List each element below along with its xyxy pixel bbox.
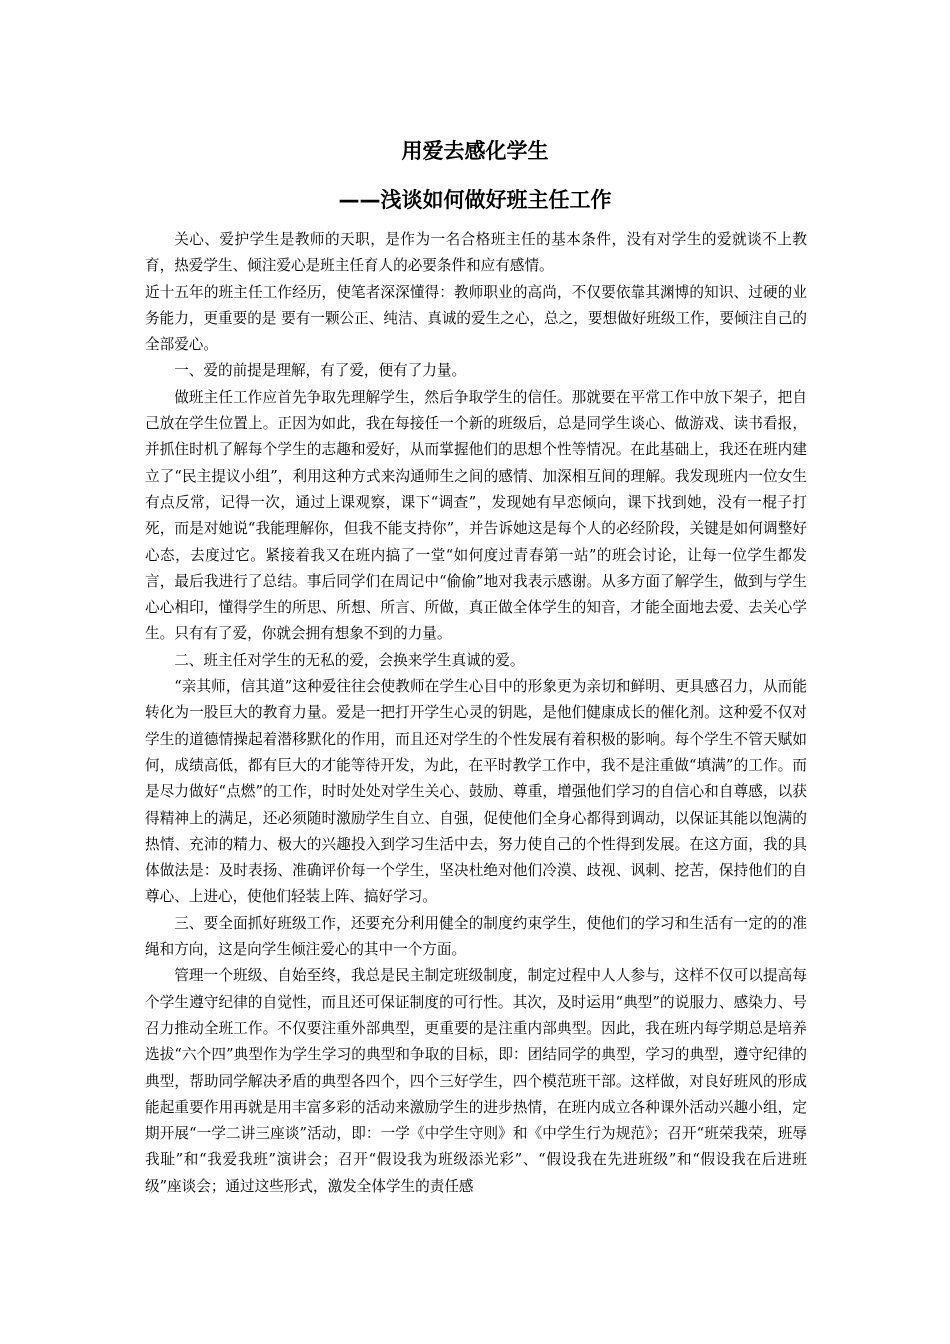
paragraph-section-3: 管理一个班级、自始至终，我总是民主制定班级制度，制定过程中人人参与，这样不仅可以提高每个学生遵守纪律的自觉性，而且还可保证制度的可行性。其次，及时运用“典型”的说服力、感染力、号召力推动全班工作。不仅要注重外部典型，更重要的是注重内部典型。因此，我在班内每学期总是培养选拔“六个四”典型作为学生学习的典型和争取的目标，即：团结同学的典型，学习的典型，遵守纪律的典型，帮助同学解决矛盾的典型各四个，四个三好学生，四个模范班干部。这样做，对良好班风的形成能起重要作用再就是用丰富多彩的活动来激励学生的进步热情，在班内成立各种课外活动兴趣小组，定期开展“一学二讲三座谈”活动，即：一学《中学生守则》和《中学生行为规范》；召开“班荣我荣，班辱我耻”和“我爱我班”演讲会；召开“假设我为班级添光彩”、“假设我在先进班级”和“假设我在后进班级”座谈会；通过这些形式，激发全体学生的责任感	[145, 967, 807, 1195]
document-body	[145, 227, 807, 1200]
section-heading-3: 三、要全面抓好班级工作，还要充分利用健全的制度约束学生，使他们的学习和生活有一定的的准绳和方向，这是向学生倾注爱心的其中一个方面。	[145, 914, 807, 959]
paragraph-experience: 近十五年的班主任工作经历，使笔者深深懂得：教师职业的高尚，不仅要依靠其渊博的知识、过硬的业务能力，更重要的是 要有一颗公正、纯洁、真诚的爱生之心，总之，要想做好班级工作，要倾注自己的全部爱心。	[145, 283, 807, 354]
section-heading-1: 一、爱的前提是理解，有了爱，便有了力量。	[174, 362, 467, 380]
paragraph-section-1: 做班主任工作应首先争取先理解学生，然后争取学生的信任。那就要在平常工作中放下架子，把自己放在学生位置上。正因为如此，我在每接任一个新的班级后，总是同学生谈心、做游戏、读书看报，并抓住时机了解每个学生的志趣和爱好，从而掌握他们的思想个性等情况。在此基础上，我还在班内建立了“民主提议小组”，利用这种方式来沟通师生之间的感情、加深相互间的理解。我发现班内一位女生有点反常，记得一次，通过上课观察，课下“调查”，发现她有早恋倾向，课下找到她，没有一棍子打死，而是对她说“我能理解你，但我不能支持你”，并告诉她这是每个人的必经阶段，关键是如何调整好心态，去度过它。紧接着我又在班内搞了一堂“如何度过青春第一站”的班会讨论，让每一位学生都发言，最后我进行了总结。事后同学们在周记中“偷偷”地对我表示感谢。从多方面了解学生，做到与学生心心相印，懂得学生的所思、所想、所言、所做，真正做全体学生的知音，才能全面地去爱、去关心学生。只有有了爱，你就会拥有想象不到的力量。	[145, 388, 807, 643]
section-heading-2: 二、班主任对学生的无私的爱，会换来学生真诚的爱。	[174, 651, 525, 669]
paragraph-intro: 关心、爱护学生是教师的天职，是作为一名合格班主任的基本条件，没有对学生的爱就谈不上教育，热爱学生、倾注爱心是班主任育人的必要条件和应有感情。	[145, 231, 807, 275]
document-title: 用爱去感化学生	[401, 139, 549, 163]
paragraph-section-2: “亲其师，信其道”这种爱往往会使教师在学生心目中的形象更为亲切和鲜明、更具感召力，从而能转化为一股巨大的教育力量。爱是一把打开学生心灵的钥匙，是他们健康成长的催化剂。这种爱不仅对学生的道德情操起着潜移默化的作用，而且还对学生的个性发展有着积极的影响。每个学生不管天赋如何，成绩高低，都有巨大的才能等待开发，为此，在平时教学工作中，我不是注重做“填满”的工作。而是尽力做好“点燃”的工作，时时处处对学生关心、鼓励、尊重，增强他们学习的自信心和自尊感，以获得精神上的满足，还必须随时激励学生自立、自强，促使他们全身心都得到调动，以保证其能以饱满的热情、充沛的精力、极大的兴趣投入到学习生活中去，努力使自己的个性得到发展。在这方面，我的具体做法是：及时表扬、准确评价每一个学生，坚决杜绝对他们冷漠、歧视、讽刺、挖苦，保持他们的自尊心、上进心，使他们轻装上阵、搞好学习。	[145, 678, 807, 906]
document-subtitle: ——浅谈如何做好班主任工作	[338, 188, 612, 212]
